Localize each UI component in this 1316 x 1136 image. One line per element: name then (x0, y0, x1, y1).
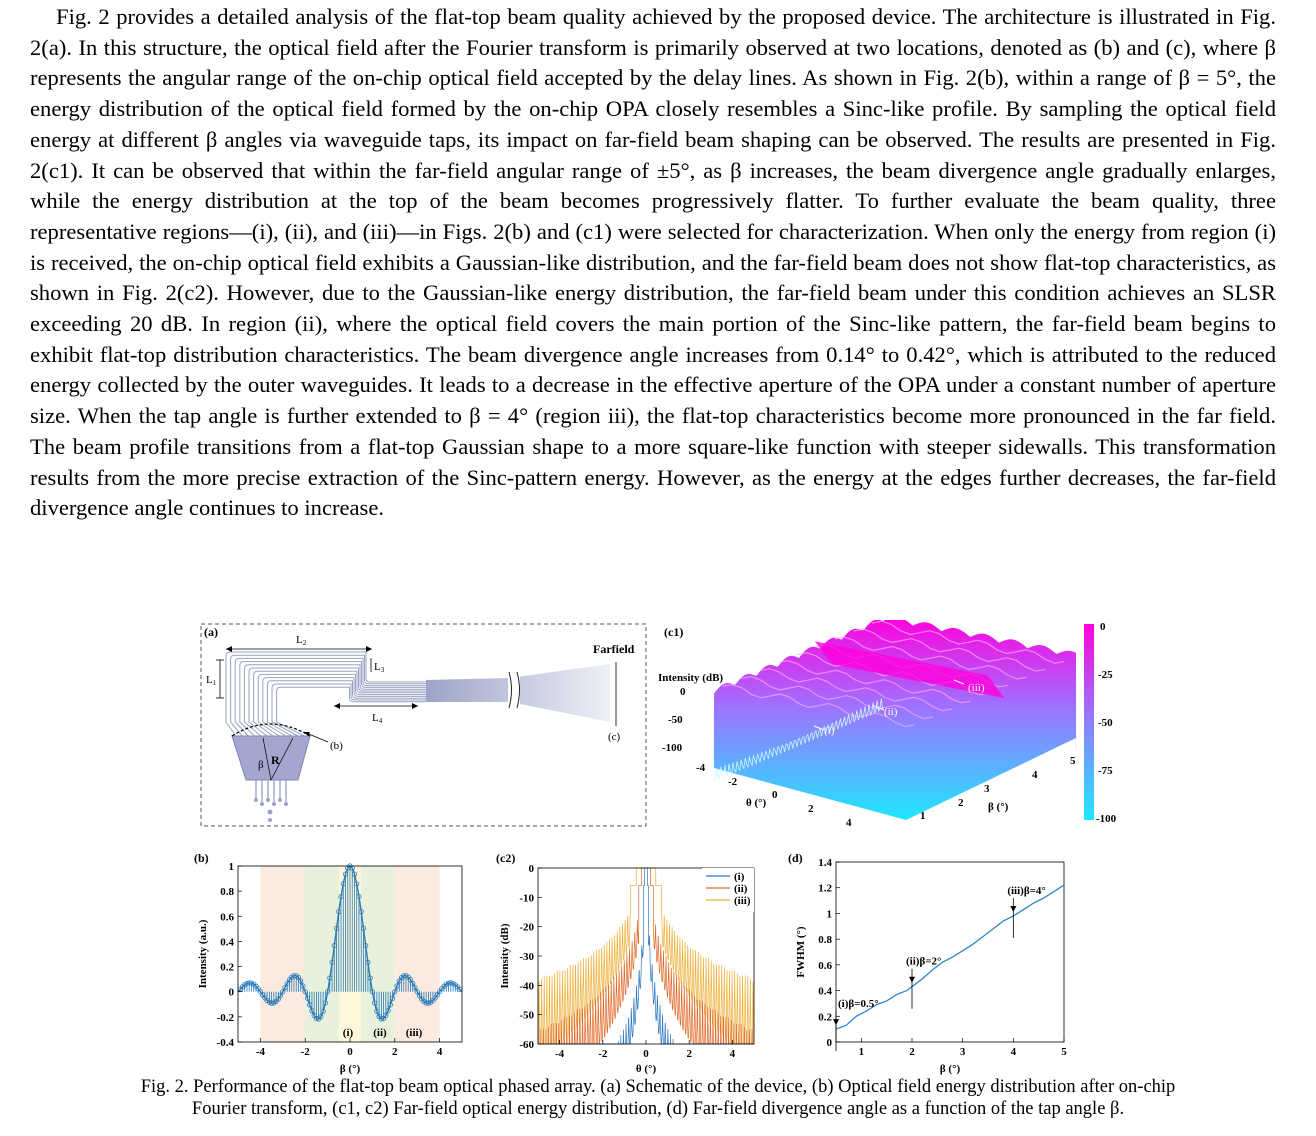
y-tick-label: 0 (528, 863, 534, 875)
panel-c1-label: (c1) (664, 625, 684, 639)
body-paragraph (30, 2, 1276, 524)
b-region-label: (ii) (373, 1027, 387, 1039)
c2-ylabel: Intensity (dB) (499, 923, 511, 989)
c1-ztick-1: -50 (668, 714, 683, 726)
c1-surface (714, 620, 1076, 820)
annotation-label: (ii)β=2° (906, 955, 942, 968)
y-tick-label: 1 (826, 908, 832, 921)
c1-cb-tick-4: -100 (1096, 813, 1117, 825)
c1-theta-tick-2: 0 (772, 789, 778, 801)
x-tick-label: 4 (729, 1048, 736, 1060)
c1-cb-tick-2: -50 (1098, 717, 1113, 729)
delay-line (231, 655, 426, 736)
c1-beta-tick-1: 2 (958, 797, 964, 809)
panel-a-label: (a) (204, 625, 218, 639)
c1-beta-tick-3: 4 (1032, 769, 1038, 781)
panel-c2-chart (494, 848, 764, 1076)
c1-theta-label: θ (°) (746, 797, 767, 809)
panel-b-label: (b) (194, 851, 209, 865)
y-tick-label: -0.4 (216, 1037, 234, 1049)
x-tick-label: -2 (598, 1048, 608, 1060)
y-tick-label: -20 (519, 921, 534, 934)
c1-beta-tick-4: 5 (1070, 755, 1076, 767)
c2-legend-label: (i) (734, 871, 745, 883)
l4-label: L4 (372, 712, 383, 725)
c1-region-ii: (ii) (884, 706, 898, 718)
c1-theta-tick-0: -4 (696, 762, 706, 774)
x-tick-label: 4 (436, 1046, 443, 1058)
b-region-label: (i) (342, 1027, 354, 1039)
c2-legend-label: (ii) (734, 883, 748, 895)
y-tick-label: 0 (228, 986, 234, 999)
y-tick-label: -30 (519, 951, 534, 963)
d-ylabel: FWHM (°) (795, 926, 807, 978)
marker-c-label: (c) (608, 731, 621, 743)
c1-ztick-0: 0 (680, 686, 686, 698)
x-tick-label: 2 (909, 1046, 915, 1058)
c1-theta-tick-4: 4 (846, 817, 852, 829)
c1-theta-tick-3: 2 (808, 803, 814, 815)
c1-cb-tick-1: -25 (1098, 669, 1113, 681)
c2-xlabel: θ (°) (635, 1063, 657, 1075)
delay-line (235, 658, 426, 736)
caption-line-1: Fig. 2. Performance of the flat-top beam optical phased array. (a) Schematic of the device, (b) Optical field energy distribution after on-chip (140, 1077, 1176, 1097)
y-tick-label: -60 (519, 1039, 534, 1051)
caption-line-2: Fourier transform, (c1, c2) Far-field optical energy distribution, (d) Far-field divergence angle as a function of the tap angle β. (191, 1099, 1125, 1119)
c1-colorbar (1084, 624, 1094, 820)
y-tick-label: 0.8 (220, 886, 234, 899)
x-tick-label: -4 (255, 1046, 265, 1058)
x-tick-label: -4 (555, 1048, 565, 1060)
x-tick-label: 2 (392, 1046, 398, 1058)
annotation-arrowhead (909, 977, 915, 983)
c1-region-i: (i) (824, 725, 835, 737)
c2-legend-label: (iii) (734, 895, 751, 907)
annotation-arrowhead (833, 1019, 839, 1025)
c1-beta-tick-2: 3 (984, 783, 990, 795)
figure-caption (40, 1076, 1276, 1120)
marker-b-label: (b) (330, 740, 343, 752)
farfield-label: Farfield (593, 642, 635, 656)
panel-b-chart (192, 848, 472, 1076)
y-tick-label: 1 (228, 861, 234, 873)
panel-c2-label: (c2) (496, 851, 516, 865)
y-tick-label: 0.2 (818, 1011, 832, 1024)
l2-label: L2 (296, 634, 307, 647)
annotation-label: (i)β=0.5° (838, 998, 879, 1011)
paragraph-text: Fig. 2 provides a detailed analysis of the flat-top beam quality achieved by the proposed device. The architecture is illustrated in Fig. 2(a). In this structure, the optical field after the Fourier transform is primarily observed at two locations, denoted as (b) and (c), where β represents the angular range of the on-chip optical field accepted by the delay lines. As shown in Fig. 2(b), within a range of β = 5°, the energy distribution of the optical field formed by the on-chip OPA closely resembles a Sinc-like profile. By sampling the optical field energy at different β angles via waveguide taps, its impact on far-field beam shaping can be observed. The results are presented in Fig. 2(c1). It can be observed that within the far-field angular range of ±5°, as β increases, the beam divergence angle gradually enlarges, while the energy distribution at the top of the beam becomes progressively flatter. To further evaluate the beam quality, three representative regions—(i), (ii), and (iii)—in Figs. 2(b) and (c1) were selected for characterization. When only the energy from region (i) is received, the on-chip optical field exhibits a Gaussian-like distribution, and the far-field beam does not show flat-top characteristics, as shown in Fig. 2(c2). However, due to the Gaussian-like energy distribution, the far-field beam under this condition achieves an SLSR exceeding 20 dB. In region (ii), where the optical field covers the main portion of the Sinc-like pattern, the far-field beam begins to exhibit flat-top distribution characteristics. The beam divergence angle increases from 0.14° to 0.42°, which is attributed to the reduced energy collected by the outer waveguides. It leads to a decrease in the effective aperture of the OPA under a constant number of aperture size. When the tap angle is further extended to β = 4° (region iii), the flat-top characteristics become more pronounced in the far field. The beam profile transitions from a flat-top Gaussian shape to a more square-like function with steeper sidewalls. This transformation results from the more precise extraction of the Sinc-pattern energy. However, as the energy at the edges further decreases, the far-field divergence angle continues to increase. (30, 4, 1276, 521)
y-tick-label: 0.6 (818, 959, 832, 972)
y-tick-label: -10 (519, 892, 534, 905)
c1-beta-label: β (°) (988, 801, 1009, 813)
x-tick-label: 1 (858, 1046, 865, 1058)
beta-label: β (258, 759, 264, 771)
c1-beta-tick-0: 1 (920, 810, 926, 822)
c1-cb-tick-3: -75 (1098, 765, 1113, 777)
y-tick-label: 0 (826, 1037, 832, 1049)
y-tick-label: 0.8 (818, 934, 832, 947)
b-ylabel: Intensity (a.u.) (197, 919, 209, 989)
annotation-arrowhead (1010, 906, 1016, 912)
x-tick-label: 0 (347, 1046, 353, 1058)
c1-theta-tick-1: -2 (728, 776, 738, 788)
panel-a-schematic (200, 622, 648, 828)
b-region-label: (iii) (405, 1027, 423, 1039)
l3-label: L3 (374, 661, 385, 674)
x-tick-label: 5 (1061, 1046, 1067, 1058)
y-tick-label: 0.6 (220, 911, 234, 924)
y-tick-label: 1.4 (818, 857, 832, 869)
panel-d-label: (d) (788, 851, 803, 865)
annotation-label: (iii)β=4° (1007, 885, 1046, 897)
c1-region-iii: (iii) (968, 682, 985, 694)
x-tick-label: 0 (643, 1048, 649, 1060)
y-tick-label: -50 (519, 1009, 534, 1022)
c1-cb-tick-0: 0 (1100, 621, 1106, 633)
l1-label: L1 (206, 674, 217, 687)
y-tick-label: -40 (519, 980, 534, 993)
y-tick-label: -0.2 (216, 1011, 234, 1024)
panel-d-chart (786, 848, 1076, 1076)
panel-c1-surface (656, 620, 1136, 832)
x-tick-label: 4 (1010, 1046, 1017, 1058)
x-tick-label: 3 (959, 1046, 966, 1058)
c1-ztick-2: -100 (662, 742, 683, 754)
y-tick-label: 0.4 (220, 936, 234, 949)
y-tick-label: 0.4 (818, 985, 832, 998)
x-tick-label: 2 (686, 1048, 692, 1060)
c1-zlabel: Intensity (dB) (658, 672, 724, 684)
delay-lines (226, 652, 426, 736)
x-tick-label: -2 (300, 1046, 310, 1058)
b-xlabel: β (°) (339, 1063, 361, 1075)
r-label: R (271, 753, 280, 767)
y-tick-label: 1.2 (818, 882, 832, 895)
y-tick-label: 0.2 (220, 961, 234, 974)
d-xlabel: β (°) (939, 1063, 961, 1075)
